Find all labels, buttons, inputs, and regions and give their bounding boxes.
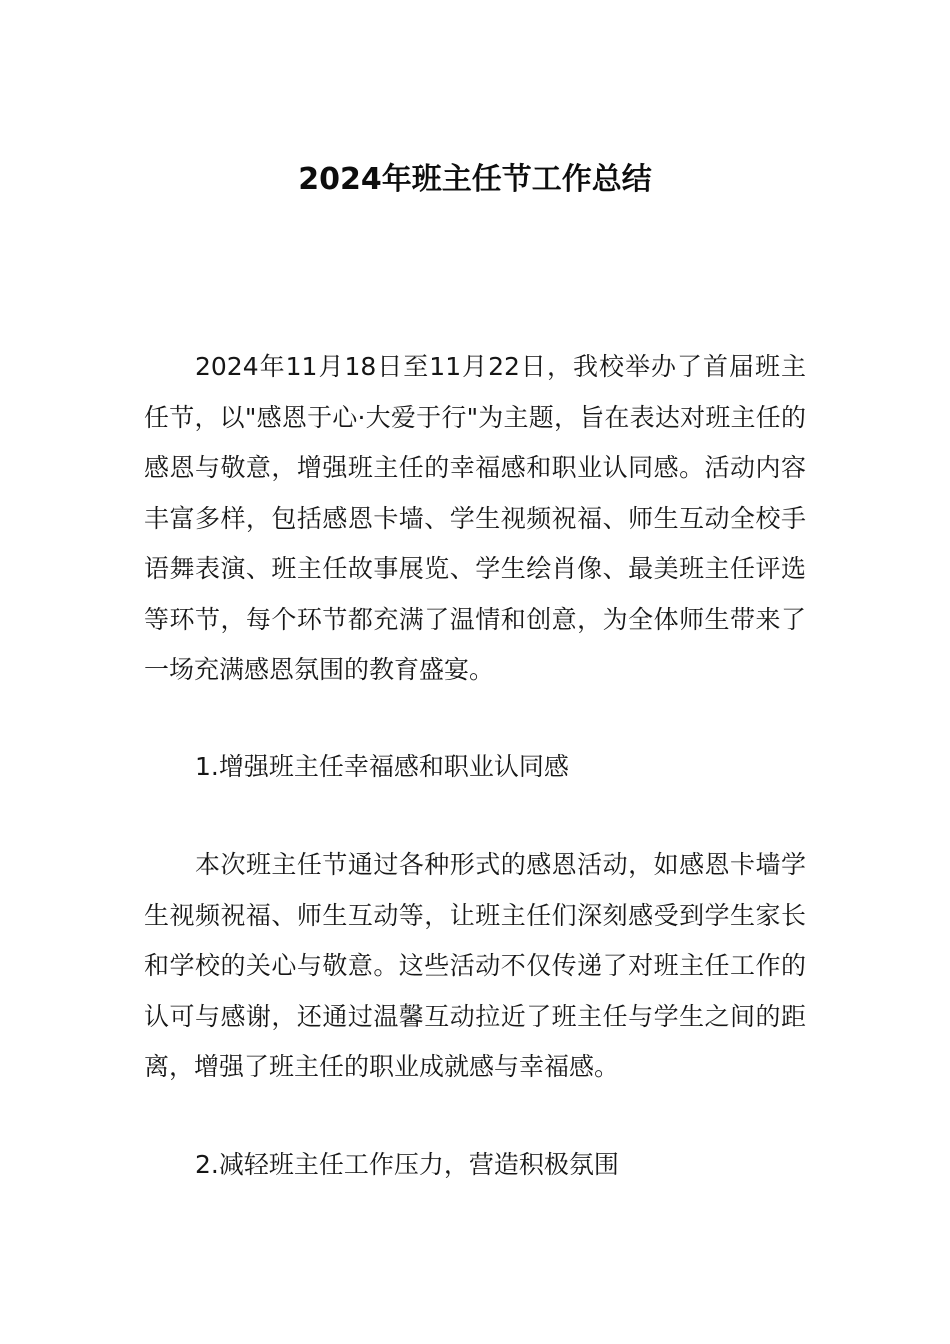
intro-paragraph: 2024年11月18日至11月22日，我校举办了首届班主任节，以"感恩于心·大爱于行"为主题，旨在表达对班主任的感恩与敬意，增强班主任的幸福感和职业认同感。活动内容丰富多样，包括感恩卡墙、学生视频祝福、师生互动全校手语舞表演、班主任故事展览、学生绘肖像、最美班主任评选等环节，每个环节都充满了温情和创意，为全体师生带来了一场充满感恩氛围的教育盛宴。	[144, 352, 806, 684]
section-1-heading: 1.增强班主任幸福感和职业认同感	[195, 752, 569, 781]
section-1-paragraph: 本次班主任节通过各种形式的感恩活动，如感恩卡墙学生视频祝福、师生互动等，让班主任们深刻感受到学生家长和学校的关心与敬意。这些活动不仅传递了对班主任工作的认可与感谢，还通过温馨互动拉近了班主任与学生之间的距离，增强了班主任的职业成就感与幸福感。	[144, 850, 806, 1081]
document-title: 2024年班主任节工作总结	[298, 162, 652, 197]
section-2-heading: 2.减轻班主任工作压力，营造积极氛围	[195, 1150, 619, 1179]
